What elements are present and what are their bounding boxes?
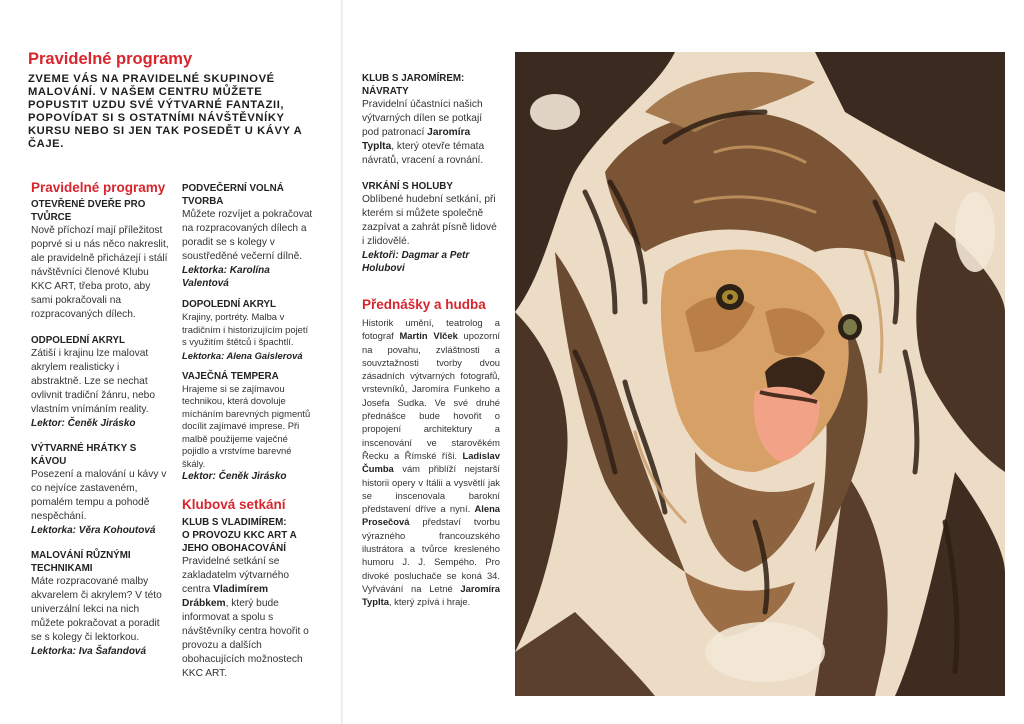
item-text: Krajiny, portréty. Malba v tradičním i historizujícím pojetí s využitím štětců i špachtlí. xyxy=(182,311,309,347)
prednasky-text xyxy=(362,316,500,609)
speaker-name: Ladislav Čumba xyxy=(362,449,500,475)
item-text: Máte rozpracované malby akvarelem či akrylem? V této univerzální lekci na nich můžete pokračovat a poradit se s kolegy či lektorkou. xyxy=(31,576,162,643)
jaromir-name: Jaromíra Typlta xyxy=(362,127,471,152)
column-1 xyxy=(31,180,169,670)
klub-name: Vladimírem Drábkem xyxy=(182,584,269,609)
item-lecturer: Lektorka: Alena Gaislerová xyxy=(182,349,303,361)
column-2 xyxy=(182,182,314,681)
prednasky-text-4: představí tvorbu výrazného francouzského ilustrátora a tvůrce kresleného humoru J. J. Sempého. Pro divoké posluchače se koná 34. Vyřvávání na Letné xyxy=(362,516,500,594)
item-lecturer: Lektor: Čeněk Jirásko xyxy=(182,471,287,482)
jaromir-heading: KLUB S JAROMÍREM: xyxy=(362,73,465,84)
klub-heading: KLUB S VLADIMÍREM: xyxy=(182,517,287,528)
klub-subheading: O PROVOZU KKC ART A JEHO OBOHACOVÁNÍ xyxy=(182,530,297,554)
prednasky-text-3: vám přiblíží nejstarší historii opery v Itálii a vysvětlí jak se inscenovala barokní představení dříve a nyní. xyxy=(362,463,501,515)
item-lecturer: Lektorka: Věra Kohoutová xyxy=(31,525,156,536)
item-text: Hrajeme si se zajímavou technikou, která dovoluje mícháním barevných pigmentů docílit zajímavé imprese. Při malbě použijeme vaječné pojidlo a vrstvíme barevné škály. xyxy=(182,382,311,469)
item-heading: ODPOLEDNÍ AKRYL xyxy=(31,335,125,346)
speaker-name: Alena Prosečová xyxy=(362,503,501,528)
item-heading: VAJEČNÁ TEMPERA xyxy=(182,370,279,382)
program-item xyxy=(31,198,169,322)
jaromir-text xyxy=(362,98,500,168)
program-item xyxy=(182,370,314,484)
item-heading: DOPOLEDNÍ AKRYL xyxy=(182,299,276,310)
klub-title: Klubová setkání xyxy=(182,497,286,512)
column-3 xyxy=(362,72,500,609)
holuby-lecturer: Lektoři: Dagmar a Petr Holubovi xyxy=(362,250,470,274)
program-item xyxy=(31,549,169,658)
item-heading: OTEVŘENÉ DVEŘE PRO TVŮRCE xyxy=(31,199,146,223)
program-item xyxy=(182,182,314,290)
speaker-name: Jaromíra Typlta xyxy=(362,582,501,608)
item-lecturer: Lektor: Čeněk Jirásko xyxy=(31,418,136,429)
program-item xyxy=(31,334,169,430)
item-heading: PODVEČERNÍ VOLNÁ TVORBA xyxy=(182,183,284,207)
pastel-drawing-svg xyxy=(515,52,1005,696)
item-text: Posezení a malování u kávy v co nejvíce zastaveném, pomalém tempu a pohodě nespěchání. xyxy=(31,469,167,522)
item-text: Nově příchozí mají příležitost poprvé si u nás něco nakreslit, ale pravidelně přicházejí i stálí návštěvníci členové Klubu KKC ART, třeba proto, aby sami pokračovali na rozpracovaných dílech. xyxy=(31,225,169,320)
item-text: Zátiší i krajinu lze malovat akrylem realisticky i abstraktně. Lze se nechat ovlivnit tradiční žánru, nebo vlastním vnímáním reality. xyxy=(31,348,156,415)
prednasky-text-2: upozorní na povahu, zvláštnosti a souvztažnosti tvorby dvou zásadních výtvarných fotografů, vrstevníků, Jaromíra Funkeho a Josefa Sudka. Ve své druhé přednášce bude hovořit o propojení architektury a inscenování ve starověkém Řecku a Římské říši. xyxy=(362,330,501,461)
item-lecturer: Lektorka: Iva Šafandová xyxy=(31,646,147,657)
column-1-title: Pravidelné programy xyxy=(31,180,166,195)
prednasky-text-5: , který zpívá i hraje. xyxy=(388,596,471,608)
intro-text: ZVEME VÁS NA PRAVIDELNÉ SKUPINOVÉ MALOVÁNÍ. V NAŠEM CENTRU MŮŽETE POPUSTIT UZDU SVÉ VÝTVARNÉ FANTAZII, POPOVÍDAT SI S OSTATNÍMI NÁVŠTĚVNÍKY KURSU NEBO SI JEN TAK POSEDĚT U KÁVY A ČAJE. xyxy=(28,73,302,150)
program-item xyxy=(182,298,314,362)
prednasky-text-1: Historik umění, teatrolog a fotograf xyxy=(362,317,500,342)
jaromir-text-b: , který otevře témata návratů, vracení a rovnání. xyxy=(362,141,485,166)
klub-text-b: , který bude informovat a spolu s návštěvníky centra hovořit o provozu a dalších obohacujících možnostech KKC ART. xyxy=(182,598,309,679)
item-text: Můžete rozvíjet a pokračovat na rozpracovaných dílech a poradit se s kolegy v soustředěné večerní dílně. xyxy=(182,209,313,262)
holuby-heading: VRKÁNÍ S HOLUBY xyxy=(362,181,453,192)
speaker-name: Martin Vlček xyxy=(399,330,458,342)
prednasky-title: Přednášky a hudba xyxy=(362,297,486,312)
page-title: Pravidelné programy xyxy=(28,50,193,68)
holuby-text: Oblíbené hudební setkání, při kterém si můžete společně zazpívat a zahrát písně lidové i zlidovělé. xyxy=(362,194,497,247)
klub-text xyxy=(182,555,314,681)
jaromir-subheading: NÁVRATY xyxy=(362,86,409,97)
item-heading: VÝTVARNÉ HRÁTKY S KÁVOU xyxy=(31,443,137,467)
program-item xyxy=(31,442,169,537)
klub-text-a: Pravidelné setkání se zakladatelm výtvarného centra xyxy=(182,556,290,595)
item-heading: MALOVÁNÍ RŮZNÝMI TECHNIKAMI xyxy=(31,550,131,574)
item-lecturer: Lektorka: Karolína Valentová xyxy=(182,265,270,289)
jaromir-text-a: Pravidelní účastníci našich výtvarných dílen se potkají pod patronací xyxy=(362,99,483,138)
pastel-drawing-image xyxy=(515,52,1005,696)
page-fold xyxy=(341,0,343,724)
